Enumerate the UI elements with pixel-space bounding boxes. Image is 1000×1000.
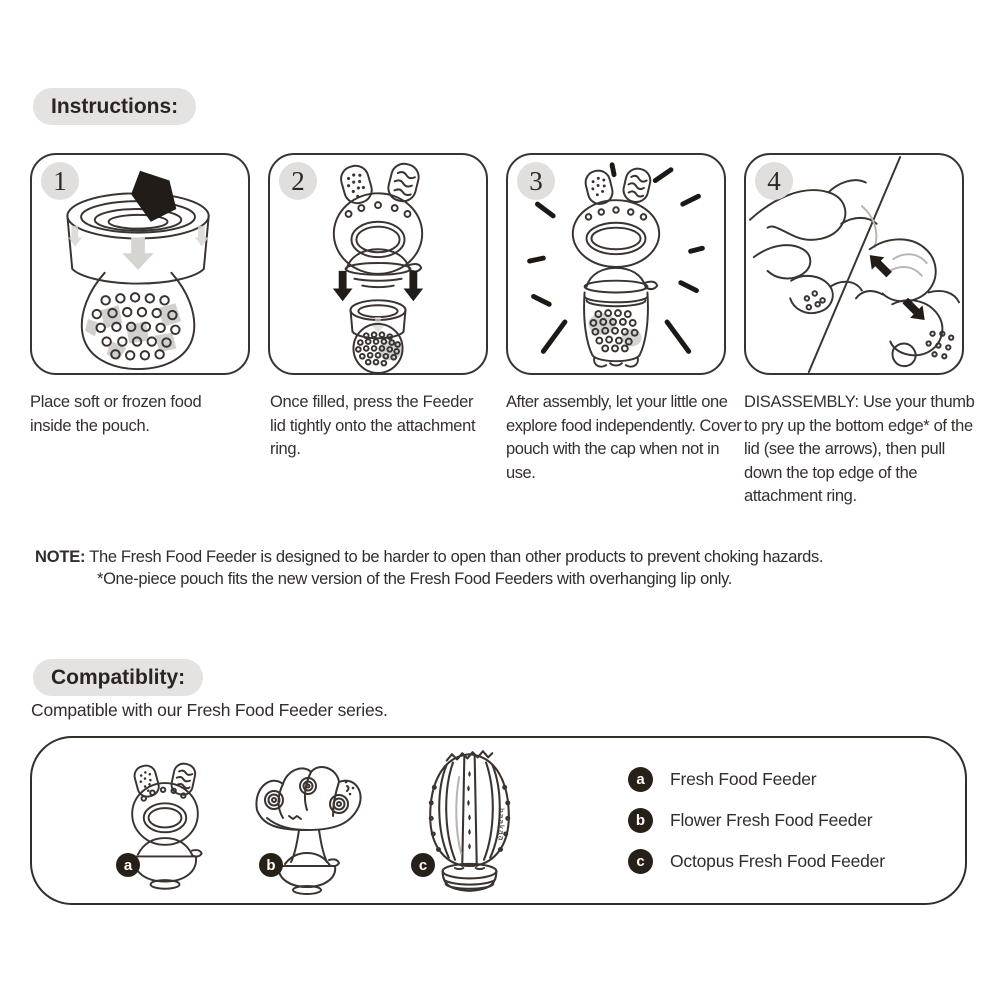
- legend-label: Flower Fresh Food Feeder: [670, 810, 873, 830]
- legend-label: Octopus Fresh Food Feeder: [670, 851, 885, 871]
- instructions-header: Instructions:: [33, 88, 196, 125]
- note-block: [35, 546, 945, 590]
- legend-item-flower-fresh-food-feeder: [628, 808, 885, 833]
- press-down-arrow-left: [333, 271, 353, 301]
- step-number-badge: 4: [755, 162, 793, 200]
- product-c-badge: c: [411, 853, 435, 877]
- step-number-badge: 1: [41, 162, 79, 200]
- product-b-badge: b: [259, 853, 283, 877]
- step-panel-1: [30, 153, 250, 375]
- note-line2: *One-piece pouch fits the new version of the Fresh Food Feeders with overhanging lip only.: [97, 570, 732, 588]
- legend-item-octopus-fresh-food-feeder: [628, 849, 885, 874]
- press-down-arrow-right: [404, 271, 424, 301]
- step-panel-4: [744, 153, 964, 375]
- step-number-badge: 3: [517, 162, 555, 200]
- legend-badge-b: b: [628, 808, 653, 833]
- step-1-caption: Place soft or frozen food inside the pouch.: [30, 393, 202, 435]
- legend-badge-c: c: [628, 849, 653, 874]
- compatibility-box: [30, 736, 967, 905]
- compatibility-legend: [628, 767, 885, 874]
- note-line1: The Fresh Food Feeder is designed to be harder to open than other products to prevent choking hazards.: [89, 548, 824, 566]
- step-3-caption: After assembly, let your little one explore food independently. Cover pouch with the cap when not in use.: [506, 393, 742, 482]
- legend-badge-a: a: [628, 767, 653, 792]
- compatibility-header: Compatiblity:: [33, 659, 203, 696]
- product-a-badge: a: [116, 853, 140, 877]
- compatibility-intro: Compatible with our Fresh Food Feeder series.: [31, 700, 388, 720]
- legend-item-fresh-food-feeder: [628, 767, 885, 792]
- step-2-caption: Once filled, press the Feeder lid tightly onto the attachment ring.: [270, 393, 476, 458]
- step-4-caption: DISASSEMBLY: Use your thumb to pry up the bottom edge* of the lid (see the arrows), then pull down the top edge of the attachment ring.: [744, 393, 975, 505]
- step-panel-2: [268, 153, 488, 375]
- note-label: NOTE:: [35, 548, 86, 566]
- brand-mark-text: haakaa: [496, 808, 506, 842]
- instruction-steps: [30, 153, 964, 375]
- pry-up-arrow: [863, 249, 895, 281]
- legend-label: Fresh Food Feeder: [670, 769, 817, 789]
- step-panel-3: [506, 153, 726, 375]
- step-number-badge: 2: [279, 162, 317, 200]
